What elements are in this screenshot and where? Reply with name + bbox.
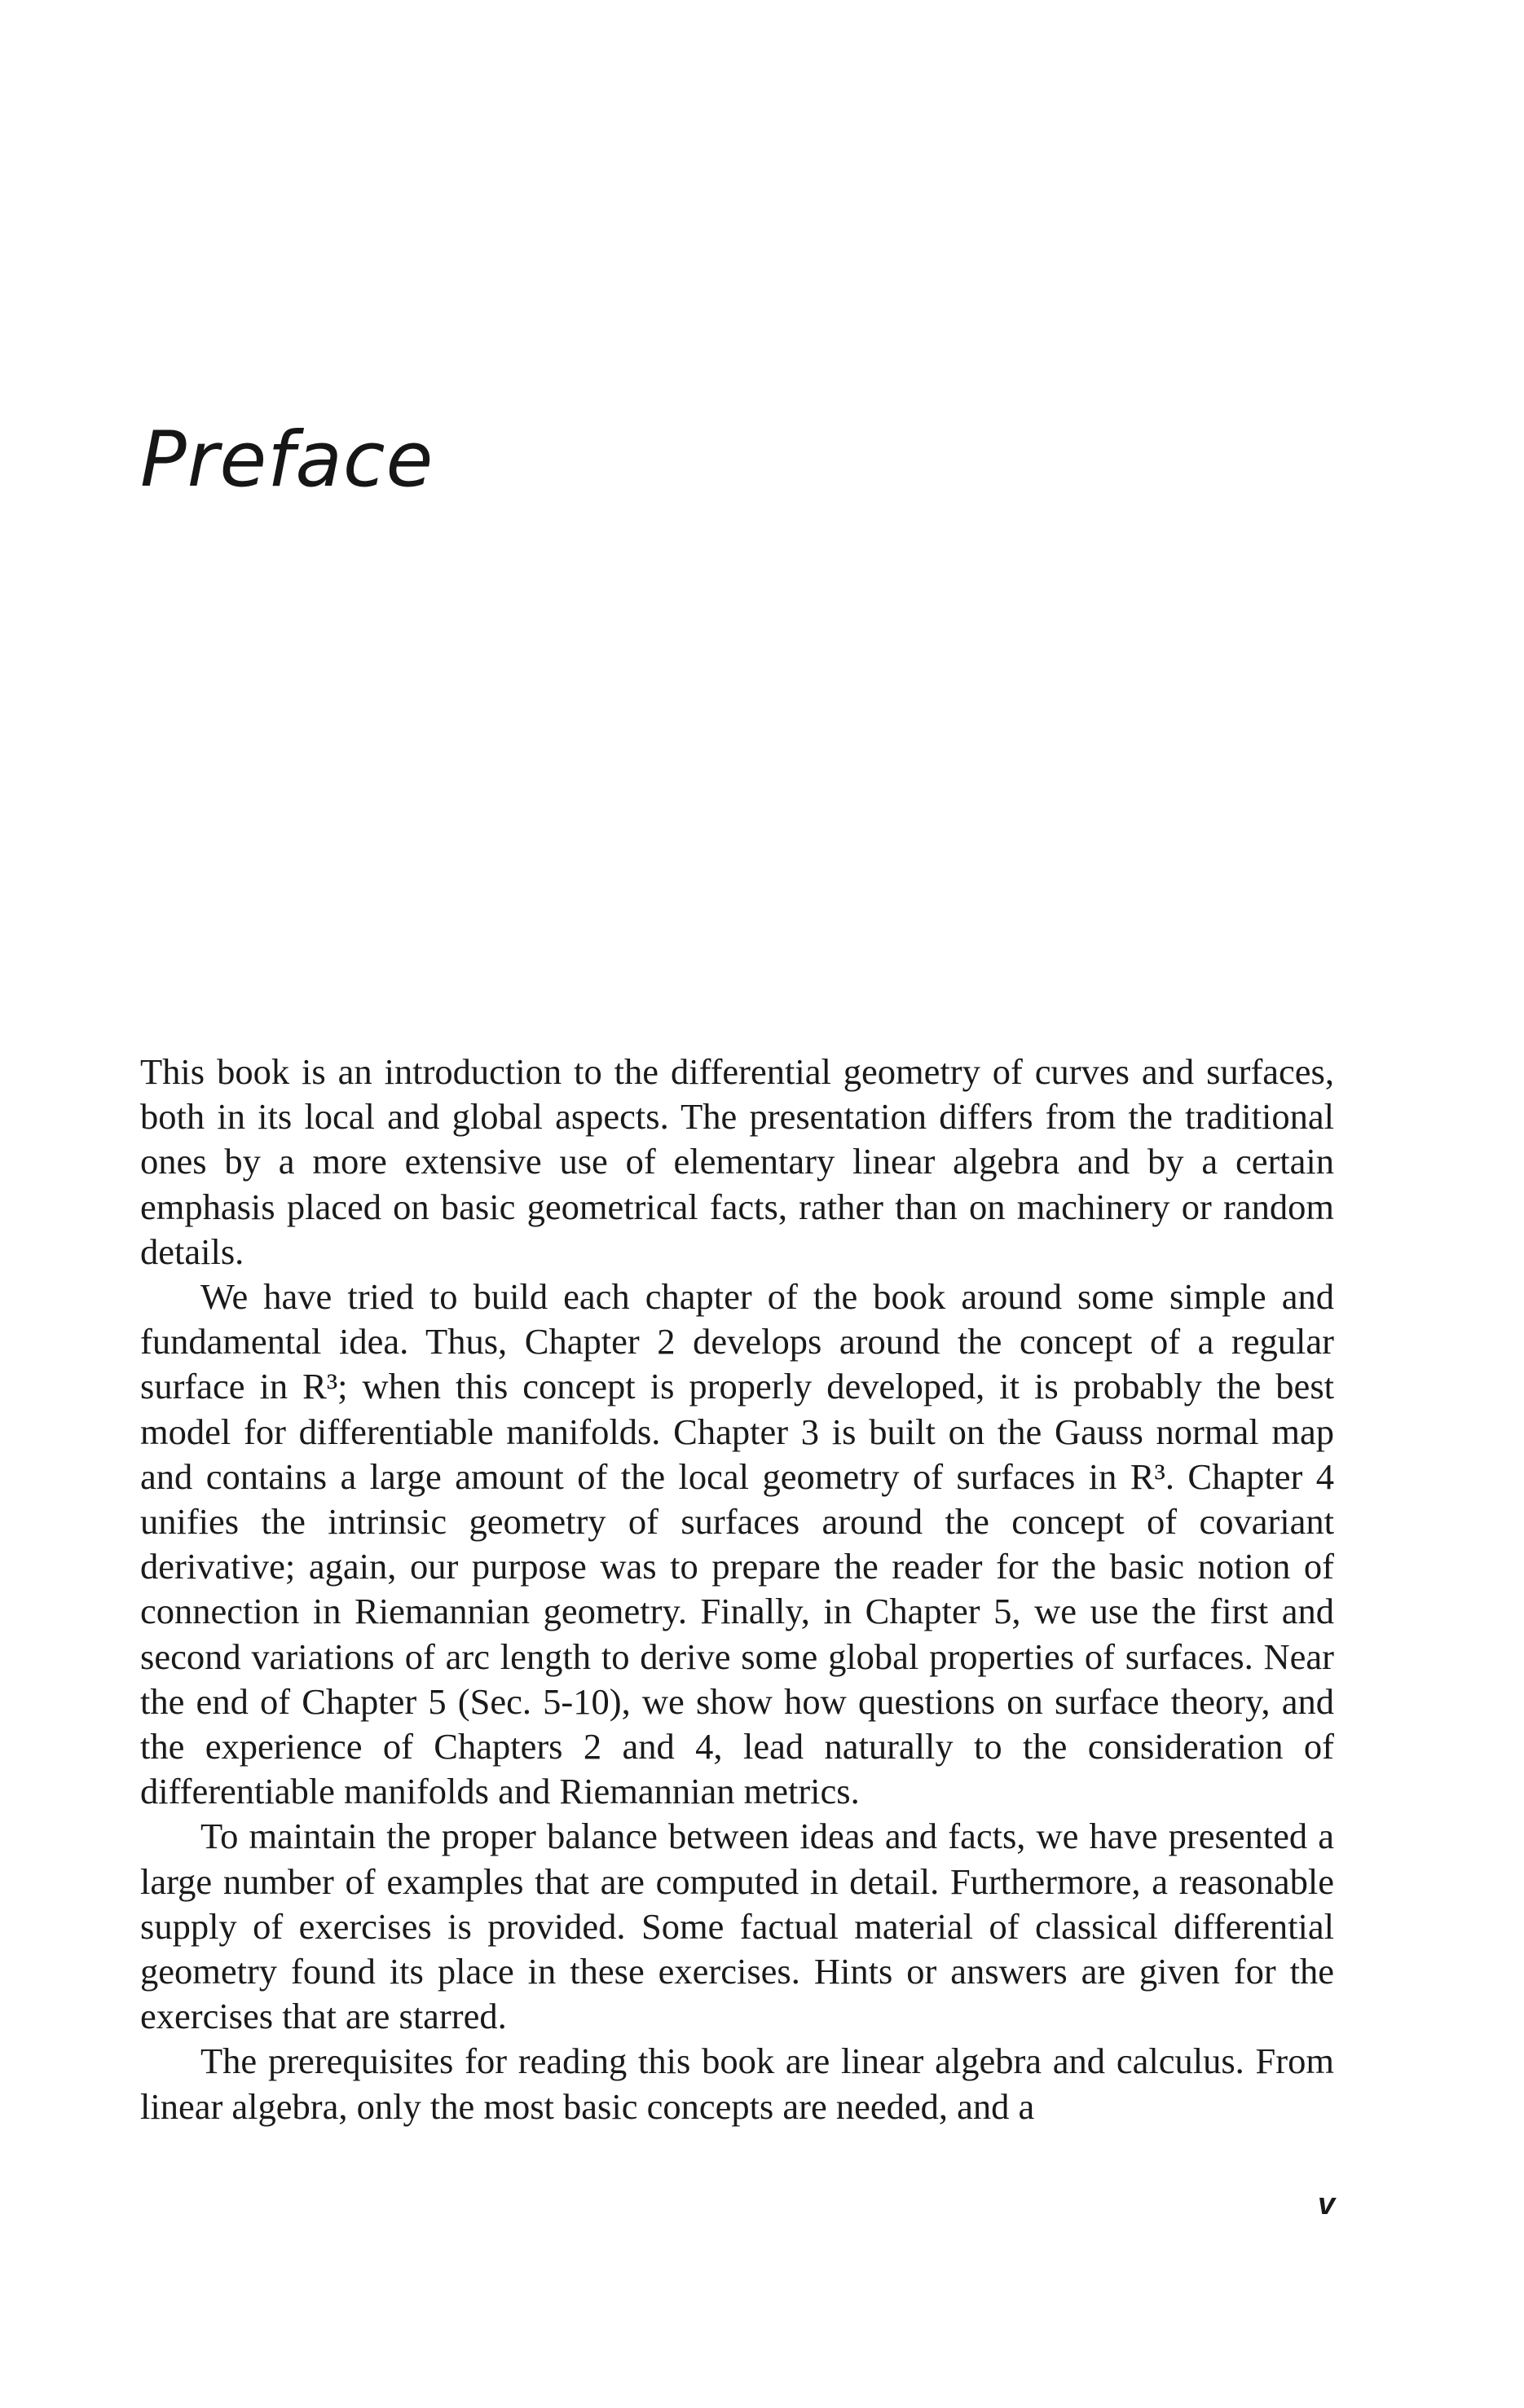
page-number: v: [1318, 2187, 1336, 2221]
paragraph-2: We have tried to build each chapter of the book around some simple and fundamental idea. Thus, Chapter 2 develops around the concept of a regular surface in R³; when this concept is properly developed, it is probably the best model for differentiable manifolds. Chapter 3 is built on the Gauss normal map and contains a large amount of the local geometry of surfaces in R³. Chapter 4 unifies the intrinsic geometry of surfaces around the concept of covariant derivative; again, our purpose was to prepare the reader for the basic notion of connection in Riemannian geometry. Finally, in Chapter 5, we use the first and second variations of arc length to derive some global properties of surfaces. Near the end of Chapter 5 (Sec. 5-10), we show how questions on surface theory, and the experience of Chapters 2 and 4, lead naturally to the consideration of differentiable manifolds and Riemannian metrics.: [140, 1276, 1334, 1812]
paragraph-3: To maintain the proper balance between ideas and facts, we have presented a large number of examples that are computed in detail. Furthermore, a reasonable supply of exercises is provided. Some factual material of classical differential geometry found its place in these exercises. Hints or answers are given for the exercises that are starred.: [140, 1816, 1334, 2037]
paragraph-1: This book is an introduction to the differential geometry of curves and surfaces, both in its local and global aspects. The presentation differs from the traditional ones by a more extensive use of elementary linear algebra and by a certain emphasis placed on basic geometrical facts, rather than on machinery or random details.: [140, 1051, 1334, 1272]
page-title: Preface: [140, 416, 434, 504]
preface-body: [140, 1050, 1334, 2129]
paragraph-4: The prerequisites for reading this book are linear algebra and calculus. From linear algebra, only the most basic concepts are needed, and a: [140, 2040, 1334, 2127]
